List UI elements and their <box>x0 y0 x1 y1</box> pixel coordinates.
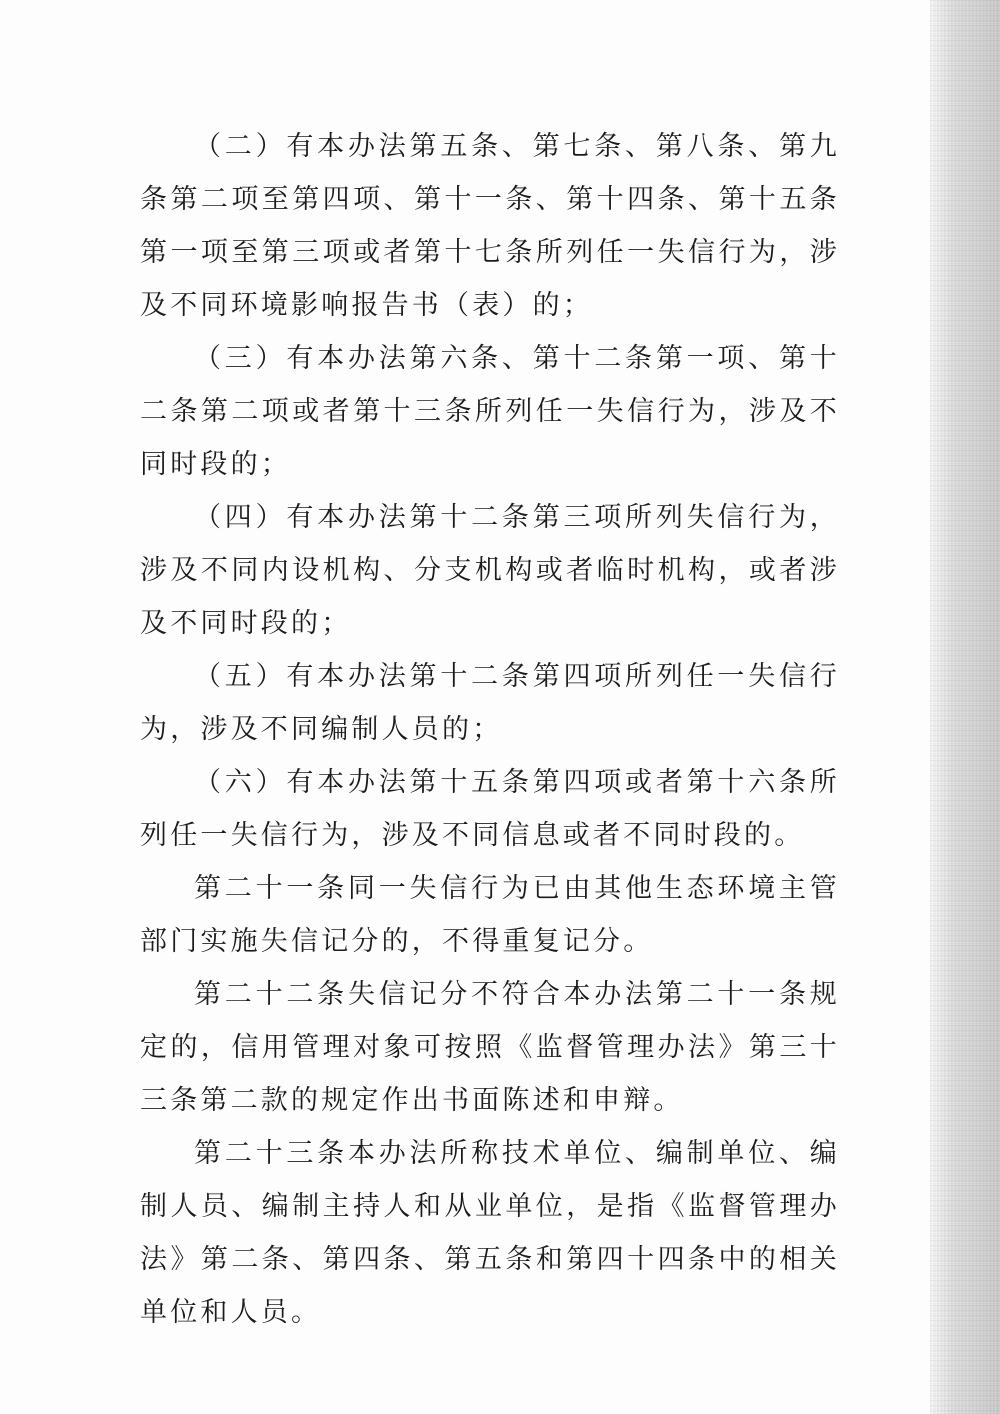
article-21: 第二十一条同一失信行为已由其他生态环境主管部门实施失信记分的，不得重复记分。 <box>140 873 840 957</box>
document-body <box>140 120 840 1339</box>
paragraph-item-3: （三）有本办法第六条、第十二条第一项、第十二条第二项或者第十三条所列任一失信行为，涉及不同时段的； <box>140 343 840 480</box>
article-23: 第二十三条本办法所称技术单位、编制单位、编制人员、编制主持人和从业单位，是指《监督管理办法》第二条、第四条、第五条和第四十四条中的相关单位和人员。 <box>140 1138 840 1328</box>
paragraph-item-2: （二）有本办法第五条、第七条、第八条、第九条第二项至第四项、第十一条、第十四条、第十五条第一项至第三项或者第十七条所列任一失信行为，涉及不同环境影响报告书（表）的； <box>140 131 840 321</box>
paragraph-item-5: （五）有本办法第十二条第四项所列任一失信行为，涉及不同编制人员的； <box>140 661 840 745</box>
scan-noise-edge <box>930 0 1000 1414</box>
paragraph-item-4: （四）有本办法第十二条第三项所列失信行为，涉及不同内设机构、分支机构或者临时机构，或者涉及不同时段的； <box>140 502 840 639</box>
paragraph-item-6: （六）有本办法第十五条第四项或者第十六条所列任一失信行为，涉及不同信息或者不同时段的。 <box>140 767 840 851</box>
article-22: 第二十二条失信记分不符合本办法第二十一条规定的，信用管理对象可按照《监督管理办法》第三十三条第二款的规定作出书面陈述和申辩。 <box>140 979 840 1116</box>
